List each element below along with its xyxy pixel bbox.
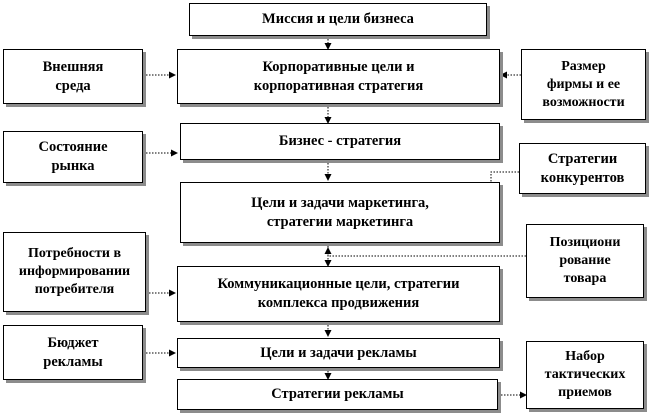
- node-positioning-label: Позициони рование товара: [549, 235, 621, 286]
- node-ad-budget-label: Бюджет рекламы: [43, 334, 103, 370]
- node-business-strategy-label: Бизнес - стратегия: [278, 133, 402, 149]
- node-tactics: [526, 341, 644, 409]
- node-ad-goals: [177, 338, 500, 368]
- node-communication: [177, 266, 500, 322]
- node-external-env-label: Внешняя среда: [42, 58, 104, 94]
- node-external-env: [3, 49, 143, 104]
- node-corporate: [177, 49, 500, 104]
- node-market-state-label: Состояние рынка: [38, 139, 108, 174]
- node-marketing-label: Цели и задачи маркетинга, стратегии маркетинга: [251, 194, 429, 230]
- node-communication-label: Коммуникационные цели, стратегии комплекса продвижения: [217, 276, 460, 311]
- node-ad-goals-label: Цели и задачи рекламы: [260, 344, 417, 361]
- node-ad-strategy-label: Стратегии рекламы: [271, 386, 404, 402]
- node-consumer-needs: [3, 232, 146, 312]
- node-ad-strategy: [177, 379, 498, 410]
- node-business-strategy: [180, 123, 500, 160]
- node-consumer-needs-label: Потребности в информировании потребителя: [18, 246, 131, 297]
- node-marketing: [180, 182, 500, 243]
- edge-positioning-marketing: [328, 248, 526, 256]
- node-firm-size: [521, 49, 646, 120]
- node-corporate-label: Корпоративные цели и корпоративная стратегия: [253, 58, 424, 94]
- node-tactics-label: Набор тактических приемов: [544, 349, 626, 400]
- node-mission-label: Миссия и цели бизнеса: [262, 11, 414, 27]
- node-market-state: [3, 131, 143, 183]
- node-competitor-strategies-label: Стратегии конкурентов: [540, 150, 625, 186]
- node-ad-budget: [3, 325, 143, 380]
- node-firm-size-label: Размер фирмы и ее возможности: [542, 58, 625, 110]
- node-mission: [189, 3, 487, 36]
- node-positioning: [526, 224, 644, 298]
- node-competitor-strategies: [519, 143, 646, 194]
